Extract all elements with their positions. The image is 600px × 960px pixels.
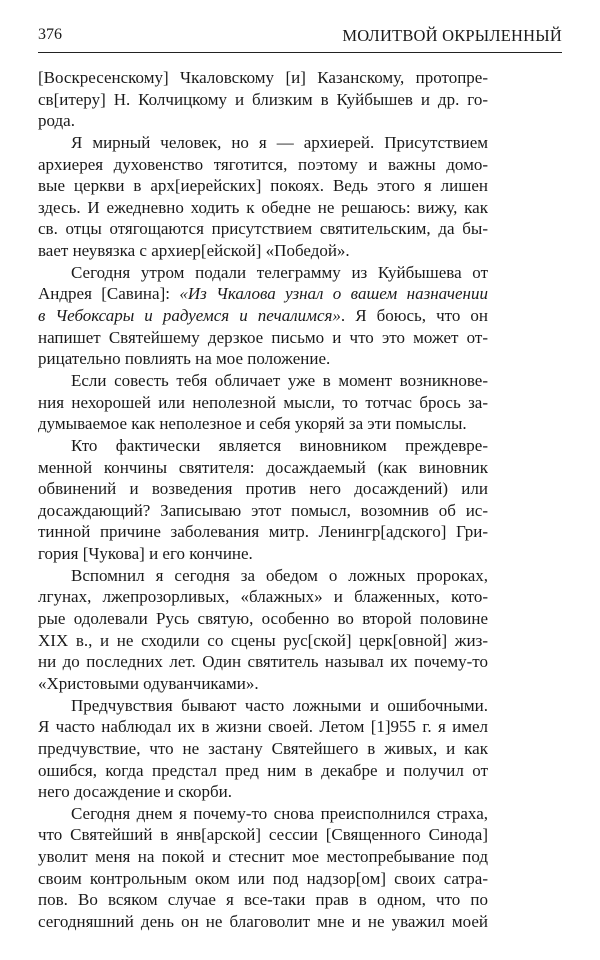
- text-run: пов. Во всяком случае я все-таки прав в одном, что по: [38, 890, 488, 910]
- text-run: своим контрольным оком или под надзор[ом] своих сатра-: [38, 868, 488, 888]
- text-run: XIX в., и не сходили со сцены рус[ской] церк[овной] жиз-: [38, 630, 488, 650]
- text-line: [38, 695, 488, 717]
- text-run: Я часто наблюдал их в жизни своей. Летом [1]955 г. я имел: [38, 717, 488, 737]
- text-run: Сегодня днем я почему-то снова преисполнился страха,: [71, 803, 488, 823]
- text-line: [38, 565, 488, 587]
- text-line: [38, 435, 488, 457]
- text-run: Андрея [Савина]:: [38, 284, 180, 304]
- text-line: [38, 283, 488, 305]
- text-run: св. отцы отягощаются присутствием святительским, да бы-: [38, 219, 488, 239]
- text-run: гория [Чукова] и его кончине.: [38, 544, 253, 564]
- text-line: [38, 240, 488, 262]
- text-line: [38, 673, 488, 695]
- text-line: [38, 348, 488, 370]
- text-line: [38, 478, 488, 500]
- page-body: [38, 67, 488, 933]
- running-header: [38, 24, 562, 53]
- text-line: [38, 760, 488, 782]
- text-line: [38, 327, 488, 349]
- text-run: Я мирный человек, но я — архиерей. Присутствием: [71, 132, 488, 152]
- text-run: ни до последних лет. Один святитель называл их почему-то: [38, 652, 488, 672]
- paragraph: [38, 132, 488, 262]
- text-line: [38, 586, 488, 608]
- text-line: [38, 824, 488, 846]
- text-run: ошибся, когда предстал пред ним в декабре и получил от: [38, 760, 488, 780]
- text-run: [Воскресенскому] Чкаловскому [и] Казанскому, протопре-: [38, 68, 488, 87]
- text-run: рода.: [38, 111, 75, 131]
- text-run: сегодняшний день он не благоволит мне и не уважил моей: [38, 911, 488, 931]
- text-run: уволит меня на покой и стеснит мое местопребывание под: [38, 847, 488, 867]
- paragraph: [38, 435, 488, 565]
- text-run: Если совесть тебя обличает уже в момент возникнове-: [71, 370, 488, 390]
- text-run: Предчувствия бывают часто ложными и ошибочными.: [71, 695, 488, 715]
- text-run: Вспомнил я сегодня за обедом о ложных пророках,: [71, 565, 488, 585]
- text-run: думываемое как неполезное и себя укоряй за эти помыслы.: [38, 414, 467, 434]
- text-line: [38, 738, 488, 760]
- italic-quote: «Из Чкалова узнал о вашем назначении: [179, 284, 488, 304]
- text-line: [38, 457, 488, 479]
- text-line: [38, 305, 488, 327]
- text-run: здесь. И ежедневно ходить к обедне не решаюсь: вижу, как: [38, 197, 488, 217]
- text-line: [38, 392, 488, 414]
- text-line: [38, 889, 488, 911]
- paragraph: [38, 262, 488, 370]
- text-line: [38, 543, 488, 565]
- text-line: [38, 521, 488, 543]
- text-line: [38, 716, 488, 738]
- page-number: 376: [38, 26, 62, 43]
- text-line: [38, 262, 488, 284]
- text-run: . Я боюсь, что он: [340, 306, 488, 326]
- text-line: [38, 370, 488, 392]
- text-run: что Святейший в янв[арской] сессии [Священного Синода]: [38, 825, 488, 845]
- paragraph: [38, 370, 488, 435]
- text-run: архиерея духовенство тяготится, поэтому и важны домо-: [38, 154, 488, 174]
- text-run: досаждающий? Записываю этот помысл, возомнив об ис-: [38, 500, 488, 520]
- text-run: тинной причине заболевания митр. Ленингр[адского] Гри-: [38, 522, 488, 542]
- text-run: рые одолевали Русь святую, особенно во второй половине: [38, 609, 488, 629]
- paragraph: [38, 67, 488, 132]
- paragraph: [38, 565, 488, 695]
- text-line: [38, 413, 488, 435]
- text-run: него досаждение и скорби.: [38, 782, 233, 802]
- text-line: [38, 630, 488, 652]
- text-run: св[итеру] Н. Колчицкому и близким в Куйбышев и др. го-: [38, 89, 488, 109]
- text-line: [38, 608, 488, 630]
- text-line: [38, 110, 488, 132]
- text-run: вает неувязка с архиер[ейской] «Победой».: [38, 241, 350, 261]
- text-line: [38, 132, 488, 154]
- text-line: [38, 651, 488, 673]
- text-run: предчувствие, что не застану Святейшего в живых, и как: [38, 738, 488, 758]
- text-run: вые церкви в арх[иерейских] покоях. Ведь этого я лишен: [38, 176, 488, 196]
- text-run: Кто фактически является виновником преждевре-: [71, 435, 488, 455]
- text-run: Сегодня утром подали телеграмму из Куйбышева от: [71, 262, 488, 282]
- text-run: рицательно повлиять на мое положение.: [38, 349, 331, 369]
- text-run: менной кончины святителя: досаждаемый (как виновник: [38, 457, 488, 477]
- text-line: [38, 868, 488, 890]
- text-line: [38, 89, 488, 111]
- text-run: ния нехорошей или неполезной мысли, то тотчас брось за-: [38, 392, 488, 412]
- paragraph: [38, 695, 488, 803]
- text-run: напишет Святейшему дерзкое письмо и что это может от-: [38, 327, 488, 347]
- text-line: [38, 911, 488, 933]
- italic-quote: в Чебоксары и радуемся и печалимся»: [38, 306, 341, 326]
- text-line: [38, 781, 488, 803]
- text-run: обвинений и возведения против него досаждений) или: [38, 479, 488, 499]
- text-line: [38, 154, 488, 176]
- text-line: [38, 175, 488, 197]
- text-run: «Христовыми одуванчиками».: [38, 673, 259, 693]
- text-line: [38, 197, 488, 219]
- text-line: [38, 218, 488, 240]
- text-line: [38, 67, 488, 89]
- text-run: лгунах, лжепрозорливых, «блажных» и блаженных, кото-: [38, 587, 488, 607]
- text-line: [38, 803, 488, 825]
- paragraph: [38, 803, 488, 933]
- text-line: [38, 846, 488, 868]
- text-line: [38, 500, 488, 522]
- running-title: МОЛИТВОЙ ОКРЫЛЕННЫЙ: [342, 26, 562, 45]
